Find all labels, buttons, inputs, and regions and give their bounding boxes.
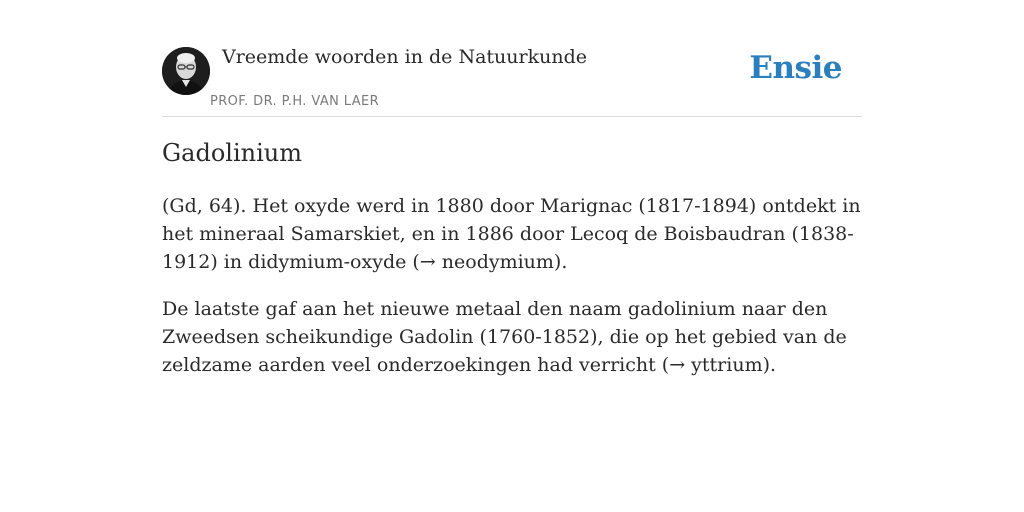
header [162, 44, 862, 117]
paragraph: (Gd, 64). Het oxyde werd in 1880 door Marignac (1817-1894) ontdekt in het mineraal Samarskiet, en in 1886 door Lecoq de Boisbaudran (1838-1912) in didymium-oxyde (→ neodymium). [162, 195, 861, 273]
author-name[interactable]: PROF. DR. P.H. VAN LAER [210, 94, 380, 109]
entry-title: Gadolinium [162, 139, 302, 167]
ensie-logo[interactable]: Ensie [749, 50, 842, 86]
paragraph: De laatste gaf aan het nieuwe metaal den naam gadolinium naar den Zweedsen scheikundige Gadolin (1760-1852), die op het gebied van de zeldzame aarden veel onderzoekingen had verricht (→ yttrium). [162, 298, 847, 376]
entry-content [162, 192, 862, 398]
author-portrait-icon [162, 47, 210, 95]
book-title[interactable]: Vreemde woorden in de Natuurkunde [222, 46, 587, 68]
author-avatar[interactable] [162, 47, 210, 95]
